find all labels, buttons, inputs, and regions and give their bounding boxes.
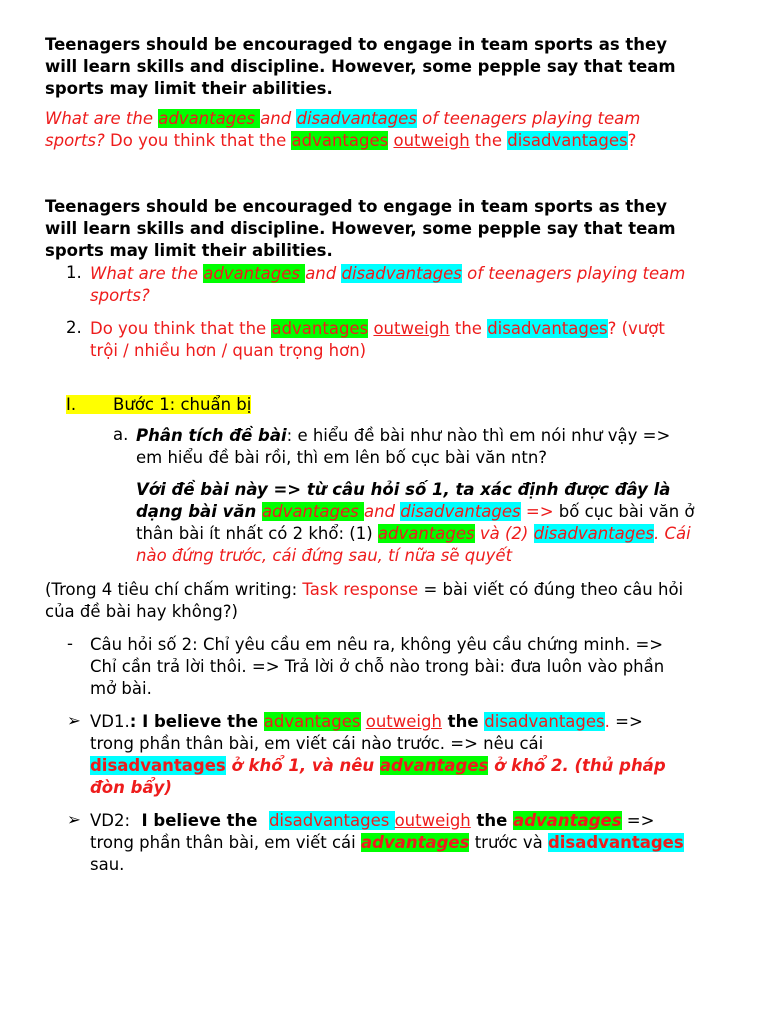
highlight-step	[66, 395, 251, 414]
highlight-advantages: advantages	[261, 502, 364, 521]
highlight-disadvantages: disadvantages	[507, 131, 628, 150]
underline-outweigh: outweigh	[365, 712, 442, 731]
highlight-disadvantages: disadvantages	[487, 319, 608, 338]
analysis-line: nào đứng trước, cái đứng sau, tí nữa sẽ quyết	[136, 546, 513, 565]
step-number: I.	[66, 395, 77, 414]
item-line: trong phần thân bài, em viết cái nào trước. => nêu cái	[90, 734, 544, 753]
text-run: and	[260, 109, 297, 128]
text-run: the	[441, 712, 485, 731]
item-line	[90, 711, 738, 733]
text-run: :	[129, 712, 137, 731]
highlight-disadvantages: disadvantages	[341, 264, 462, 283]
highlight-advantages: advantages	[203, 264, 306, 283]
text-run: Do you think that the	[104, 131, 292, 150]
highlight-advantages: advantages	[158, 109, 261, 128]
numbered-item-1	[45, 263, 738, 307]
text-run: What are the	[90, 264, 204, 283]
criteria-line: của đề bài hay không?)	[45, 602, 238, 621]
analysis-line	[136, 523, 738, 545]
text-run: ở khổ 1, và nêu	[225, 756, 380, 775]
item-line	[136, 425, 738, 447]
text-run: and	[363, 502, 395, 521]
text-run: the	[470, 811, 514, 830]
prompt-title-line: sports may limit their abilities.	[45, 241, 333, 260]
prompt-title-line: Teenagers should be encouraged to engage in team sports as they	[45, 35, 667, 54]
list-number: 1.	[66, 263, 82, 282]
text-run: Do you think that the	[90, 319, 272, 338]
arrow-bullet-icon: ➢	[67, 711, 81, 730]
text-run: (Trong 4 tiêu chí chấm writing:	[45, 580, 303, 599]
prompt-title-line: Teenagers should be encouraged to engage in team sports as they	[45, 197, 667, 216]
sub-item-a	[45, 425, 738, 469]
item-line: mở bài.	[90, 679, 152, 698]
example-item-vd2	[45, 810, 738, 876]
text-run: What are the	[45, 109, 159, 128]
analysis-line	[136, 501, 738, 523]
item-line	[90, 810, 738, 832]
text-run: Task response	[302, 580, 419, 599]
dash-bullet-item	[45, 634, 738, 700]
prompt-question-line	[45, 108, 738, 130]
list-letter: a.	[113, 425, 129, 444]
underline-outweigh: outweigh	[373, 319, 450, 338]
text-run: Phân tích đề bài	[136, 426, 287, 445]
text-run: . Cái	[653, 524, 691, 543]
text-run: : e hiểu đề bài như nào thì em nói như vậy =>	[286, 426, 671, 445]
highlight-advantages: advantages	[271, 319, 369, 338]
arrow-bullet-icon: ➢	[67, 810, 81, 829]
text-run: of teenagers playing team	[461, 264, 686, 283]
text-run: I believe the	[136, 712, 264, 731]
item-line: đòn bẩy)	[90, 778, 172, 797]
highlight-disadvantages: disadvantages	[268, 811, 395, 830]
highlight-disadvantages: disadvantages	[296, 109, 417, 128]
item-line	[90, 755, 738, 777]
text-run: of teenagers playing team	[416, 109, 641, 128]
step-heading	[45, 395, 738, 414]
highlight-disadvantages: disadvantages	[90, 756, 226, 775]
highlight-disadvantages: disadvantages	[484, 712, 605, 731]
text-run: ?	[627, 131, 637, 150]
text-run: the	[469, 131, 508, 150]
item-line: trội / nhiều hơn / quan trọng hơn)	[90, 341, 367, 360]
text-run: = bài viết có đúng theo câu hỏi	[418, 580, 684, 599]
text-run: and	[305, 264, 342, 283]
analysis-line: Với đề bài này => từ câu hỏi số 1, ta xác định được đây là	[136, 480, 671, 499]
prompt-title-line: sports may limit their abilities.	[45, 79, 333, 98]
text-run: sports?	[45, 131, 105, 150]
criteria-line	[45, 579, 738, 601]
text-run: =>	[621, 811, 655, 830]
dash-bullet: -	[67, 634, 73, 653]
step-label: Bước 1: chuẩn bị	[113, 395, 252, 414]
numbered-item-2	[45, 318, 738, 362]
highlight-advantages: advantages	[361, 833, 470, 852]
highlight-advantages: advantages	[513, 811, 622, 830]
item-line: Chỉ cần trả lời thôi. => Trả lời ở chỗ nào trong bài: đưa luôn vào phần	[90, 657, 665, 676]
text-run: the	[449, 319, 488, 338]
text-run: bố cục bài văn ở	[553, 502, 695, 521]
analysis-paragraph	[45, 479, 738, 567]
item-line: em hiểu đề bài rồi, thì em lên bố cục bài văn ntn?	[136, 448, 548, 467]
text-run: .	[604, 712, 610, 731]
text-run: =>	[609, 712, 643, 731]
underline-outweigh: outweigh	[394, 811, 471, 830]
item-line	[90, 263, 738, 285]
underline-outweigh: outweigh	[393, 131, 470, 150]
highlight-advantages: advantages	[291, 131, 389, 150]
list-number: 2.	[66, 318, 82, 337]
text-run: ? (vượt	[607, 319, 665, 338]
text-run: thân bài ít nhất có 2 khổ: (1)	[136, 524, 378, 543]
text-run: trước và	[469, 833, 548, 852]
text-run: VD1.	[90, 712, 130, 731]
highlight-advantages: advantages	[263, 712, 361, 731]
highlight-advantages: advantages	[377, 524, 475, 543]
highlight-disadvantages: disadvantages	[547, 833, 684, 852]
item-line: Câu hỏi số 2: Chỉ yêu cầu em nêu ra, không yêu cầu chứng minh. =>	[90, 635, 664, 654]
item-line	[90, 318, 738, 340]
text-run: I believe the	[130, 811, 269, 830]
text-run: VD2:	[90, 811, 131, 830]
text-run: trong phần thân bài, em viết cái	[90, 833, 362, 852]
text-run: dạng bài văn	[136, 502, 262, 521]
prompt-title-line: will learn skills and discipline. However, some pepple say that team	[45, 57, 676, 76]
highlight-advantages: advantages	[379, 756, 489, 775]
highlight-disadvantages: disadvantages	[400, 502, 521, 521]
text-run: ở khổ 2. (thủ pháp	[488, 756, 666, 775]
item-line: sports?	[90, 286, 150, 305]
text-run: =>	[520, 502, 554, 521]
highlight-disadvantages: disadvantages	[533, 524, 654, 543]
prompt-title-line: will learn skills and discipline. However, some pepple say that team	[45, 219, 676, 238]
item-line: sau.	[90, 855, 125, 874]
example-item-vd1	[45, 711, 738, 799]
item-line	[90, 832, 738, 854]
prompt-question-line	[45, 130, 738, 152]
text-run: và (2)	[474, 524, 534, 543]
